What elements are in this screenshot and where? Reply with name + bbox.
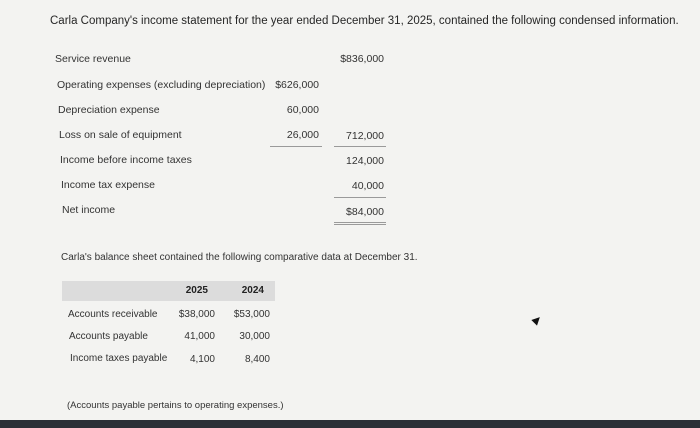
year-2025-header: 2025 xyxy=(185,285,208,296)
accounts-payable-2024: 30,000 xyxy=(239,331,270,342)
balance-sheet-intro: Carla's balance sheet contained the following comparative data at December 31. xyxy=(61,252,418,263)
bottom-edge-bar xyxy=(0,420,700,428)
mouse-cursor-icon xyxy=(531,314,542,325)
year-2024-header: 2024 xyxy=(241,285,264,296)
income-taxes-payable-label: Income taxes payable xyxy=(70,353,168,364)
problem-intro: Carla Company's income statement for the year ended December 31, 2025, contained the following condensed information. xyxy=(50,15,679,27)
accounts-receivable-2025: $38,000 xyxy=(178,309,215,320)
subtotal-rule-total xyxy=(334,146,386,147)
loss-on-sale-amount: 26,000 xyxy=(286,129,319,141)
operating-expenses-label: Operating expenses (excluding depreciation) xyxy=(57,79,266,91)
accounts-payable-2025: 41,000 xyxy=(184,331,215,342)
income-taxes-payable-2025: 4,100 xyxy=(189,354,215,365)
income-tax-amount: 40,000 xyxy=(351,180,384,192)
service-revenue-label: Service revenue xyxy=(55,53,131,65)
net-income-label: Net income xyxy=(62,204,116,216)
net-income-amount: $84,000 xyxy=(346,206,384,218)
accounts-receivable-label: Accounts receivable xyxy=(68,309,158,320)
depreciation-amount: 60,000 xyxy=(286,104,319,116)
operating-expenses-amount: $626,000 xyxy=(275,79,319,91)
service-revenue-amount: $836,000 xyxy=(340,53,384,65)
depreciation-label: Depreciation expense xyxy=(58,104,160,116)
income-before-tax-label: Income before income taxes xyxy=(60,154,192,166)
income-tax-label: Income tax expense xyxy=(61,179,155,191)
net-income-double-rule xyxy=(334,222,386,225)
income-taxes-payable-2024: 8,400 xyxy=(244,354,270,365)
accounts-payable-note: (Accounts payable pertains to operating expenses.) xyxy=(67,400,284,411)
subtotal-rule-tax xyxy=(334,197,386,198)
accounts-payable-label: Accounts payable xyxy=(69,331,148,342)
total-expenses-amount: 712,000 xyxy=(346,130,384,142)
income-before-tax-amount: 124,000 xyxy=(346,155,384,167)
subtotal-rule-expenses xyxy=(270,146,322,147)
accounts-receivable-2024: $53,000 xyxy=(233,309,270,320)
loss-on-sale-label: Loss on sale of equipment xyxy=(59,129,182,141)
